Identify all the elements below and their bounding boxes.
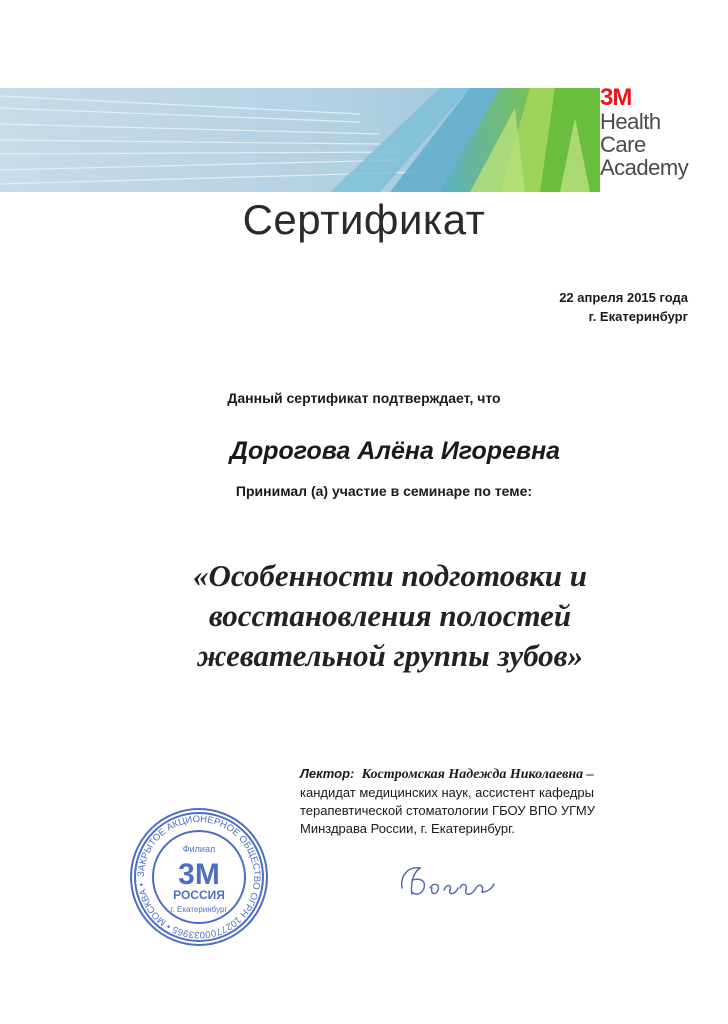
confirm-text: Данный сертификат подтверждает, что [227, 390, 501, 406]
lecturer-name: Костромская Надежда Николаевна – [361, 767, 594, 782]
logo-line-care: Care [600, 132, 646, 157]
topic-line: восстановления полостей [208, 598, 572, 633]
company-stamp [128, 806, 270, 948]
lecturer-heading [300, 765, 700, 784]
stamp-3m: 3M [178, 858, 220, 891]
header-banner [0, 88, 600, 192]
logo-3m: 3M [600, 84, 632, 111]
health-care-academy-logo [600, 86, 724, 179]
lecturer-block [300, 765, 700, 838]
date-block [559, 288, 688, 326]
lecturer-credentials-line: Минздрава России, г. Екатеринбург. [300, 821, 515, 836]
stamp-country: РОССИЯ [173, 888, 225, 902]
lecturer-label: Лектор: [300, 766, 355, 781]
stamp-city: г. Екатеринбург [170, 905, 228, 914]
logo-line-health: Health [600, 109, 661, 134]
lecturer-credentials-line: терапевтической стоматологии ГБОУ ВПО УГМУ [300, 803, 596, 818]
logo-line-academy: Academy [600, 155, 689, 180]
stamp-branch: Филиал [182, 844, 216, 854]
certificate-city: г. Екатеринбург [588, 309, 688, 324]
stamp-ring-text: ЗАКРЫТОЕ АКЦИОНЕРНОЕ ОБЩЕСТВО ОГРН 1027700033965 • МОСКВА • [135, 813, 263, 941]
seminar-topic [60, 556, 720, 676]
topic-line: «Особенности подготовки и [192, 558, 588, 593]
lecturer-credentials-line: кандидат медицинских наук, ассистент кафедры [300, 785, 594, 800]
participant-name: Дорогова Алёна Игоревна [229, 437, 561, 465]
certificate-title: Сертификат [242, 196, 486, 243]
participation-text: Принимал (а) участие в семинаре по теме: [235, 483, 533, 499]
topic-line: жевательной группы зубов» [196, 638, 584, 673]
lecturer-signature [390, 858, 500, 904]
certificate-date: 22 апреля 2015 года [559, 290, 688, 305]
